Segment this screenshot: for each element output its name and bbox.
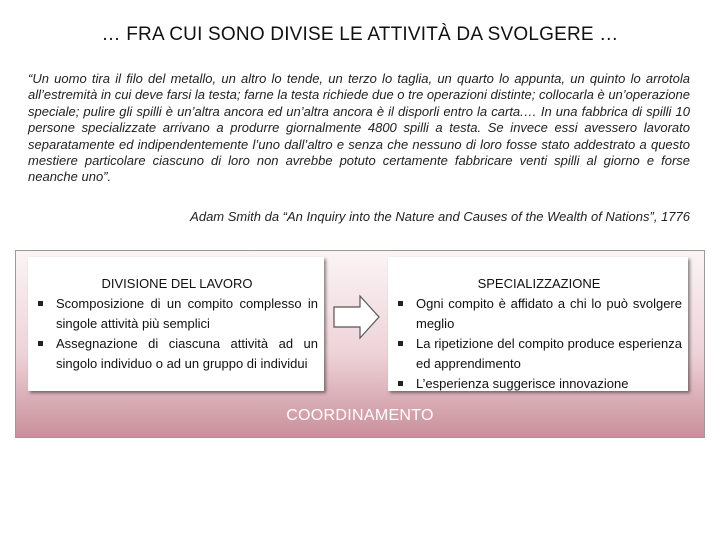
list-item: Scomposizione di un compito complesso in singole attività più semplici [36,294,318,334]
list-item: Assegnazione di ciascuna attività ad un singolo individuo o ad un gruppo di individui [36,334,318,374]
specialization-title: SPECIALIZZAZIONE [477,276,601,291]
coordination-label: COORDINAMENTO [286,407,434,424]
specialization-list [396,294,682,394]
quote-paragraph: “Un uomo tira il filo del metallo, un altro lo tende, un terzo lo taglia, un quarto lo appunta, un quinto lo arrotola all’estremità in cui deve farsi la testa; farne la testa richiede due o tre operazioni distinte; collocarla è un’operazione speciale; pulire gli spilli è un’altra ancora ed un’altra ancora è il disporli entro la carta.… In una fabbrica di spilli 10 persone specializzate arrivano a produrre giornalmente 4800 spilli a testa. Se invece essi avessero lavorato separatamente ed indipendentemente l’uno dall’altro e senza che nessuno di loro fosse stato addestrato a questo mestiere particolare ciascuno di loro non avrebbe potuto certamente fabbricare venti spilli al giorno e forse neanche uno”. [28,71,690,185]
division-of-labor-list [36,294,318,374]
division-of-labor-title: DIVISIONE DEL LAVORO [101,276,253,291]
list-item: Ogni compito è affidato a chi lo può svolgere meglio [396,294,682,334]
list-item: La ripetizione del compito produce esperienza ed apprendimento [396,334,682,374]
list-item: L’esperienza suggerisce innovazione [396,374,682,394]
division-of-labor-box [28,257,324,391]
quote-citation: Adam Smith da “An Inquiry into the Nature and Causes of the Wealth of Nations”, 1776 [190,209,690,224]
slide-title: … FRA CUI SONO DIVISE LE ATTIVITÀ DA SVOLGERE … [101,24,619,45]
specialization-box [388,257,688,391]
right-arrow-icon [332,293,382,341]
